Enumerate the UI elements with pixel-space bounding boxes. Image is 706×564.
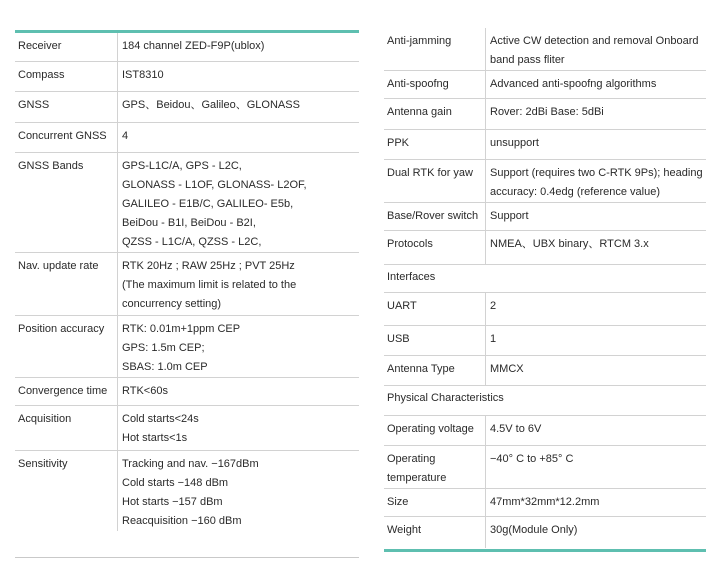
spec-value <box>486 99 706 130</box>
left-spec-row <box>15 33 359 61</box>
spec-label: Protocols <box>384 231 486 265</box>
right-spec-row <box>384 326 706 356</box>
spec-value-line: RTK<60s <box>122 384 168 397</box>
spec-value-line: Support <box>490 210 529 222</box>
left-spec-row <box>15 152 359 252</box>
spec-value <box>486 416 706 446</box>
left-spec-row <box>15 377 359 405</box>
spec-label: Concurrent GNSS <box>15 122 118 152</box>
spec-value <box>118 252 360 315</box>
right-spec-row <box>384 386 706 416</box>
right-spec-row <box>384 489 706 517</box>
spec-value-line: −40° C to +85° C <box>490 453 574 465</box>
spec-value <box>486 203 706 231</box>
spec-label: Size <box>384 489 486 517</box>
spec-value-line: GALILEO - E1B/C, GALILEO- E5b, <box>122 197 294 210</box>
spec-value-line: Support (requires two C-RTK 9Ps); heading <box>490 167 703 179</box>
spec-label: Convergence time <box>15 377 118 405</box>
right-spec-row <box>384 203 706 231</box>
spec-label: Operating temperature <box>384 446 486 489</box>
spec-label: Anti-spoofng <box>384 71 486 99</box>
spec-value <box>118 377 360 405</box>
spec-value <box>118 122 360 152</box>
spec-label: Operating voltage <box>384 416 486 446</box>
spec-label: PPK <box>384 130 486 160</box>
right-spec-row <box>384 99 706 130</box>
spec-value <box>118 152 360 252</box>
spec-label: Base/Rover switch <box>384 203 486 231</box>
right-spec-row <box>384 416 706 446</box>
spec-value-line: Advanced anti-spoofng algorithms <box>490 78 657 90</box>
spec-value-line: 4 <box>122 129 129 142</box>
right-spec-row <box>384 265 706 293</box>
spec-value <box>118 33 360 61</box>
section-heading: Interfaces <box>387 271 436 283</box>
spec-value-line: RTK 20Hz ; RAW 25Hz ; PVT 25Hz <box>122 259 295 272</box>
spec-value <box>486 130 706 160</box>
spec-value <box>118 91 360 122</box>
spec-value-line: concurrency setting) <box>122 297 222 310</box>
left-spec-row <box>15 252 359 315</box>
spec-value-line: GLONASS - L1OF, GLONASS- L2OF, <box>122 178 307 191</box>
right-spec-row <box>384 160 706 203</box>
left-spec-row <box>15 122 359 152</box>
spec-label: Dual RTK for yaw <box>384 160 486 203</box>
spec-label: Position accuracy <box>15 315 118 377</box>
spec-label: GNSS Bands <box>15 152 118 252</box>
spec-label: UART <box>384 293 486 326</box>
spec-value-line: Rover: 2dBi Base: 5dBi <box>490 106 604 118</box>
right-spec-row <box>384 356 706 386</box>
left-spec-row <box>15 405 359 450</box>
spec-value <box>486 293 706 326</box>
spec-value <box>486 446 706 489</box>
right-spec-row <box>384 28 706 71</box>
spec-value-line: 4.5V to 6V <box>490 423 542 435</box>
right-spec-row <box>384 231 706 265</box>
section-heading: Physical Characteristics <box>387 392 504 404</box>
spec-value <box>486 231 706 265</box>
spec-value-line: Cold starts<24s <box>122 412 199 425</box>
spec-label: Sensitivity <box>15 450 118 531</box>
left-spec-table <box>15 33 359 531</box>
spec-value-line: MMCX <box>490 363 524 375</box>
spec-value <box>486 160 706 203</box>
spec-label: Anti-jamming <box>384 28 486 71</box>
spec-value <box>118 315 360 377</box>
spec-value-line: 47mm*32mm*12.2mm <box>490 496 600 508</box>
spec-value-line: BeiDou - B1I, BeiDou - B2I, <box>122 216 256 229</box>
spec-value <box>118 61 360 91</box>
spec-value-line: Cold starts −148 dBm <box>122 476 229 489</box>
spec-label: Antenna Type <box>384 356 486 386</box>
spec-value-line: (The maximum limit is related to the <box>122 278 297 291</box>
spec-value-line: NMEA、UBX binary、RTCM 3.x <box>490 238 649 250</box>
spec-value-line: 30g(Module Only) <box>490 524 578 536</box>
left-spec-row <box>15 91 359 122</box>
spec-value <box>486 326 706 356</box>
spec-value <box>486 356 706 386</box>
spec-value <box>118 450 360 531</box>
spec-value-line: GPS、Beidou、Galileo、GLONASS <box>122 98 300 111</box>
spec-label: GNSS <box>15 91 118 122</box>
right-spec-table-body <box>384 28 706 548</box>
left-spec-table-body <box>15 33 359 531</box>
left-spec-row <box>15 450 359 531</box>
spec-value-line: Tracking and nav. −167dBm <box>122 457 259 470</box>
right-spec-row <box>384 517 706 548</box>
spec-value-line: Active CW detection and removal Onboard <box>490 35 699 47</box>
left-table-bottom-edge <box>15 557 359 558</box>
spec-value-line: IST8310 <box>122 68 164 81</box>
right-table-bottom-rule <box>384 549 706 552</box>
spec-value-line: GPS: 1.5m CEP; <box>122 341 205 354</box>
spec-label: Nav. update rate <box>15 252 118 315</box>
right-spec-row <box>384 446 706 489</box>
spec-value <box>118 405 360 450</box>
spec-label: Receiver <box>15 33 118 61</box>
spec-label: USB <box>384 326 486 356</box>
spec-value-line: accuracy: 0.4edg (reference value) <box>490 186 660 198</box>
spec-label: Acquisition <box>15 405 118 450</box>
spec-value-line: GPS-L1C/A, GPS - L2C, <box>122 159 242 172</box>
spec-value-line: 184 channel ZED-F9P(ublox) <box>122 40 265 52</box>
spec-value-line: band pass fliter <box>490 54 565 66</box>
spec-value-line: Hot starts −157 dBm <box>122 495 223 508</box>
spec-value-line: Reacquisition −160 dBm <box>122 514 242 527</box>
spec-value <box>486 489 706 517</box>
spec-value-line: 2 <box>490 300 497 312</box>
spec-label: Weight <box>384 517 486 548</box>
spec-value-line: QZSS - L1C/A, QZSS - L2C, <box>122 235 262 248</box>
left-spec-row <box>15 315 359 377</box>
right-spec-row <box>384 293 706 326</box>
spec-value-line: Hot starts<1s <box>122 431 188 444</box>
right-spec-table <box>384 28 706 548</box>
spec-value-line: unsupport <box>490 137 539 149</box>
spec-value-line: 1 <box>490 333 497 345</box>
spec-label: Compass <box>15 61 118 91</box>
spec-value <box>486 28 706 71</box>
spec-value <box>486 71 706 99</box>
right-spec-row <box>384 130 706 160</box>
spec-label: Antenna gain <box>384 99 486 130</box>
spec-value-line: RTK: 0.01m+1ppm CEP <box>122 322 241 335</box>
left-spec-row <box>15 61 359 91</box>
right-spec-row <box>384 71 706 99</box>
spec-value-line: SBAS: 1.0m CEP <box>122 360 208 373</box>
spec-value <box>486 517 706 548</box>
